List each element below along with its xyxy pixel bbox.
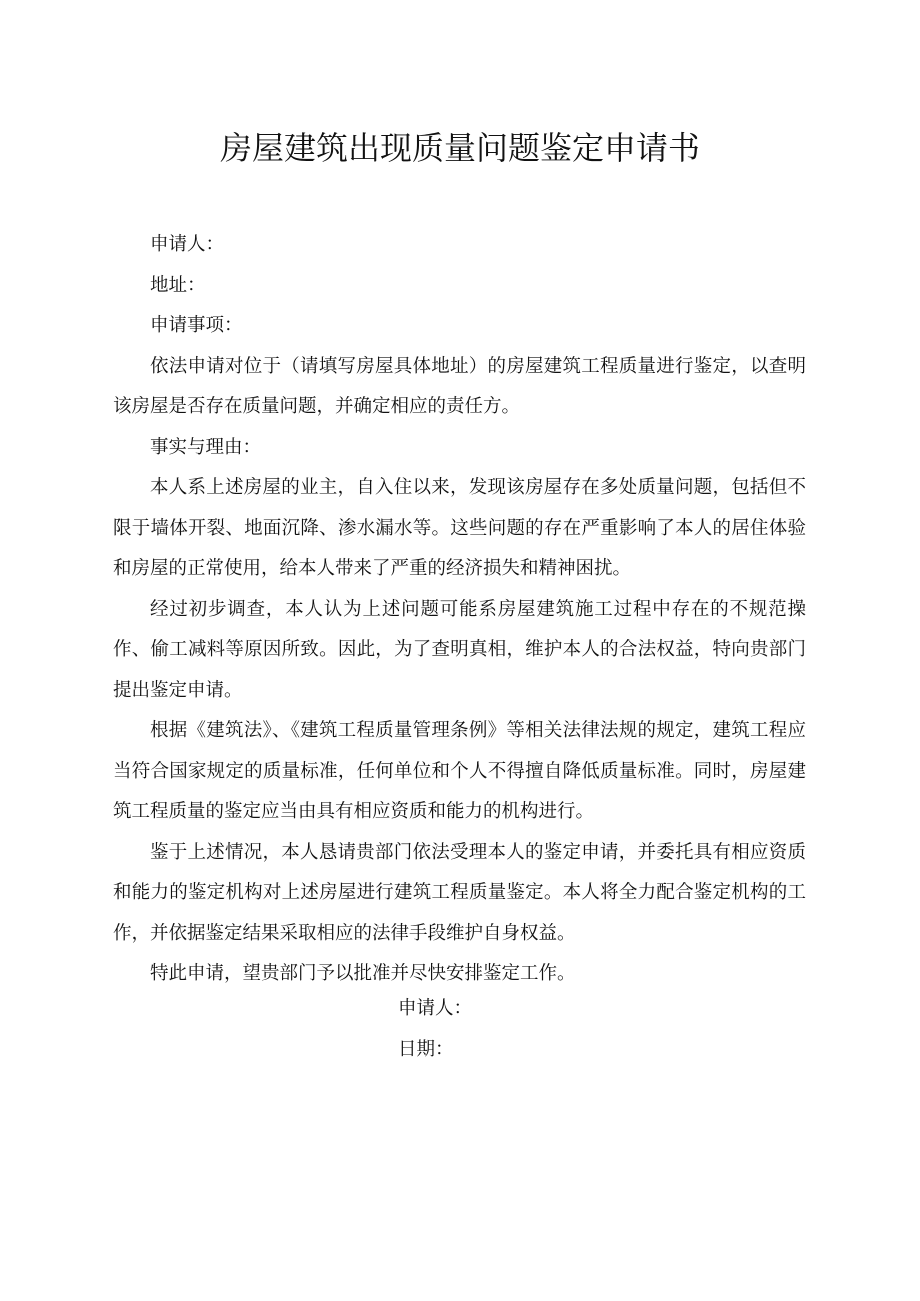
facts-paragraph-4: 鉴于上述情况，本人恳请贵部门依法受理本人的鉴定申请，并委托具有相应资质和能力的鉴定机构对上述房屋进行建筑工程质量鉴定。本人将全力配合鉴定机构的工作，并依据鉴定结果采取相应的法律手段维护自身权益。 [113,841,806,944]
facts-paragraph-1: 本人系上述房屋的业主，自入住以来，发现该房屋存在多处质量问题，包括但不限于墙体开裂、地面沉降、渗水漏水等。这些问题的存在严重影响了本人的居住体验和房屋的正常使用，给本人带来了严重的经济损失和精神困扰。 [113,477,806,579]
request-text: 依法申请对位于（请填写房屋具体地址）的房屋建筑工程质量进行鉴定，以查明该房屋是否存在质量问题，并确定相应的责任方。 [113,355,806,417]
facts-paragraph-2: 经过初步调查，本人认为上述问题可能系房屋建筑施工过程中存在的不规范操作、偷工减料等原因所致。因此，为了查明真相，维护本人的合法权益，特向贵部门提出鉴定申请。 [113,598,806,701]
applicant-label: 申请人： [150,234,225,255]
request-label: 申请事项： [150,315,243,336]
facts-paragraph-3: 根据《建筑法》、《建筑工程质量管理条例》等相关法律法规的规定，建筑工程应当符合国家规定的质量标准，任何单位和个人不得擅自降低质量标准。同时，房屋建筑工程质量的鉴定应当由具有相应资质和能力的机构进行。 [113,720,806,822]
document-body [113,225,806,995]
date-label: 日期： [398,1039,454,1060]
closing-line: 特此申请，望贵部门予以批准并尽快安排鉴定工作。 [150,963,576,984]
facts-label: 事实与理由： [150,436,262,458]
signature-label: 申请人： [398,998,473,1019]
document-title: 房屋建筑出现质量问题鉴定申请书 [219,129,700,167]
address-label: 地址： [150,274,206,296]
